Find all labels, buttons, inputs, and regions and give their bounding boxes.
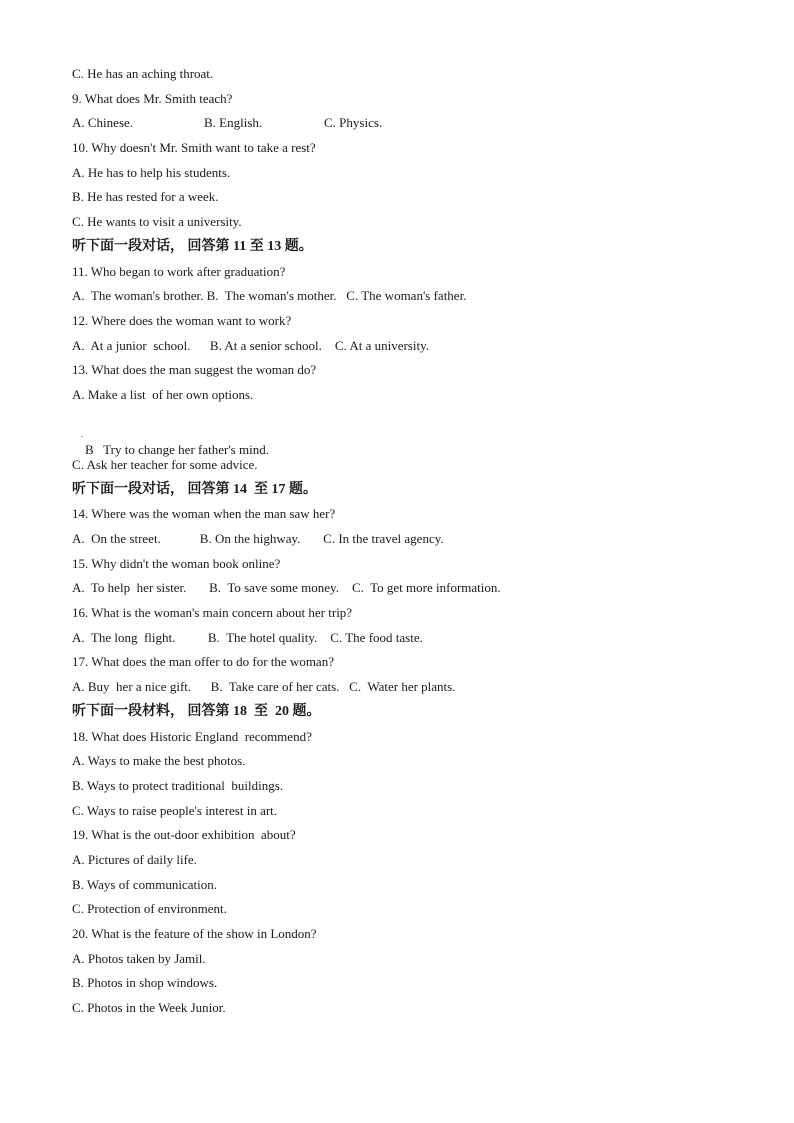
options-q16: A. The long flight. B. The hotel quality. C. The food taste. <box>72 629 423 645</box>
section-heading-18-20: 听下面一段材料， 回答第 18 至 20 题。 <box>72 703 321 719</box>
question-10: 10. Why doesn't Mr. Smith want to take a rest? <box>72 140 316 156</box>
option-a-q19: A. Pictures of daily life. <box>72 851 197 867</box>
option-a-q10: A. He has to help his students. <box>72 164 231 180</box>
question-11: 11. Who began to work after graduation? <box>72 263 286 279</box>
option-c-q13: C. Ask her teacher for some advice. <box>72 456 258 472</box>
option-c-q19: C. Protection of environment. <box>72 901 227 917</box>
options-q15: A. To help her sister. B. To save some money. C. To get more information. <box>72 580 501 596</box>
question-9: 9. What does Mr. Smith teach? <box>72 90 233 106</box>
question-18: 18. What does Historic England recommend? <box>72 728 312 744</box>
option-a-q13: A. Make a list of her own options. <box>72 386 254 402</box>
options-q17: A. Buy her a nice gift. B. Take care of her cats. C. Water her plants. <box>72 679 456 695</box>
options-q12: A. At a junior school. B. At a senior school. C. At a university. <box>72 337 429 353</box>
question-15: 15. Why didn't the woman book online? <box>72 555 281 571</box>
question-17: 17. What does the man offer to do for the woman? <box>72 654 334 670</box>
option-b-q13 <box>72 413 732 457</box>
question-13: 13. What does the man suggest the woman do? <box>72 362 317 378</box>
option-c-q9: C. Physics. <box>324 115 383 131</box>
option-b-q13-text: B Try to change her father's mind. <box>85 441 269 457</box>
option-b-q19: B. Ways of communication. <box>72 876 217 892</box>
section-heading-14-17: 听下面一段对话， 回答第 14 至 17 题。 <box>72 481 317 497</box>
question-19: 19. What is the out-door exhibition about? <box>72 827 296 843</box>
section-heading-11-13: 听下面一段对话， 回答第 11 至 13 题。 <box>72 238 313 254</box>
option-c-q20: C. Photos in the Week Junior. <box>72 1000 226 1016</box>
option-a-q18: A. Ways to make the best photos. <box>72 753 246 769</box>
question-20: 20. What is the feature of the show in London? <box>72 926 317 941</box>
option-b-q9: B. English. <box>204 115 263 131</box>
stray-dot: . <box>81 428 84 439</box>
option-b-q18: B. Ways to protect traditional buildings. <box>72 777 284 793</box>
exam-page <box>72 62 732 1021</box>
option-c-q10: C. He wants to visit a university. <box>72 214 242 230</box>
option-c-q8: C. He has an aching throat. <box>72 66 214 81</box>
option-b-q10: B. He has rested for a week. <box>72 189 219 205</box>
options-q14: A. On the street. B. On the highway. C. In the travel agency. <box>72 531 444 546</box>
options-q11: A. The woman's brother. B. The woman's mother. C. The woman's father. <box>72 288 467 304</box>
question-12: 12. Where does the woman want to work? <box>72 312 292 328</box>
options-q9 <box>72 111 732 136</box>
question-14: 14. Where was the woman when the man saw her? <box>72 506 336 522</box>
option-a-q9: A. Chinese. <box>72 115 134 131</box>
option-a-q20: A. Photos taken by Jamil. <box>72 950 206 966</box>
question-16: 16. What is the woman's main concern about her trip? <box>72 605 353 621</box>
option-b-q20: B. Photos in shop windows. <box>72 975 218 991</box>
option-c-q18: C. Ways to raise people's interest in art. <box>72 802 278 818</box>
